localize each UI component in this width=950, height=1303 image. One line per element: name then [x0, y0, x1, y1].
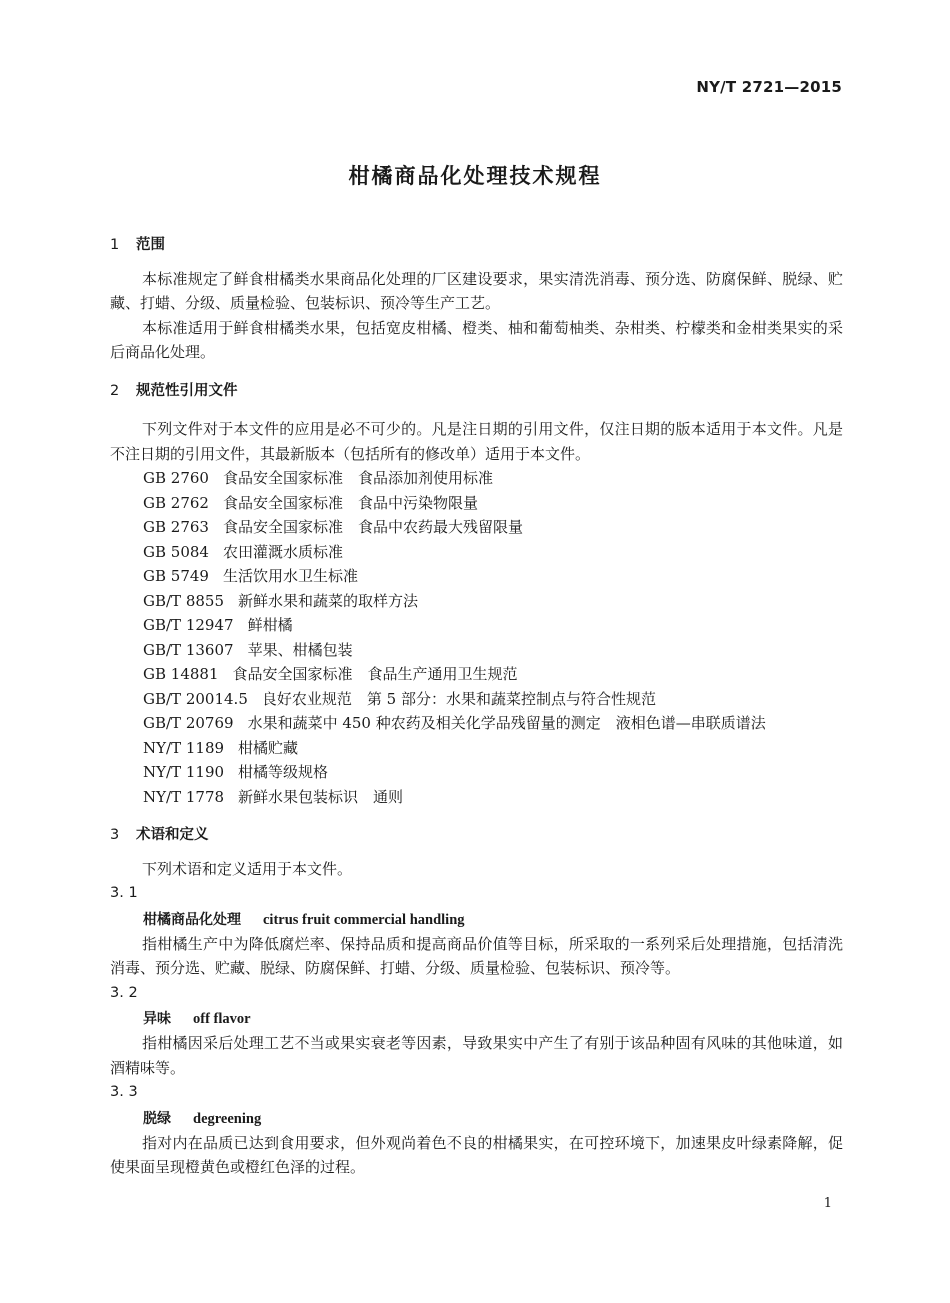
standard-code: NY/T 2721—2015: [696, 78, 842, 96]
reference-item: [110, 687, 843, 712]
term-number: 3. 1: [110, 885, 138, 901]
term-definition: 指柑橘因采后处理工艺不当或果实衰老等因素，导致果实中产生了有别于该品种固有风味的其他味道，如酒精味等。: [110, 1034, 843, 1077]
term-english: degreening: [193, 1110, 262, 1127]
reference-name: 食品安全国家标准 食品中农药最大残留限量: [222, 518, 523, 536]
reference-code: NY/T 1778: [143, 787, 225, 806]
reference-name: 柑橘等级规格: [238, 763, 329, 781]
reference-code: GB 5084: [143, 542, 209, 561]
reference-item: [110, 589, 843, 614]
page-number: 1: [823, 1196, 832, 1211]
reference-list: [110, 466, 843, 809]
reference-name: 良好农业规范 第 5 部分：水果和蔬菜控制点与符合性规范: [261, 689, 656, 708]
paragraph: 本标准适用于鲜食柑橘类水果，包括宽皮柑橘、橙类、柚和葡萄柚类、杂柑类、柠檬类和金柑类果实的采后商品化处理。: [110, 318, 843, 361]
reference-code: GB/T 20769: [143, 714, 234, 732]
section-heading-scope: [110, 233, 843, 258]
section-heading-normative-references: [110, 379, 843, 404]
term-heading: [110, 1005, 843, 1031]
reference-name: 农田灌溉水质标准: [222, 542, 343, 561]
reference-code: GB 2762: [143, 493, 209, 512]
term-heading: [110, 906, 843, 932]
reference-code: GB 2760: [143, 469, 209, 487]
reference-item: [110, 515, 843, 540]
reference-item: [110, 613, 843, 638]
reference-item: [110, 736, 843, 761]
reference-name: 食品安全国家标准 食品添加剂使用标准: [222, 469, 493, 487]
term-english: off flavor: [193, 1011, 251, 1027]
reference-name: 苹果、柑橘包装: [247, 640, 353, 659]
reference-item: [110, 491, 843, 516]
reference-name: 食品安全国家标准 食品生产通用卫生规范: [232, 665, 518, 683]
term-number: 3. 3: [110, 1084, 138, 1100]
term-chinese: 异味: [143, 1011, 171, 1027]
document-title: 柑橘商品化处理技术规程: [348, 164, 602, 188]
reference-code: GB/T 8855: [143, 591, 225, 610]
section-number: 3: [110, 827, 120, 843]
reference-name: 水果和蔬菜中 450 种农药及相关化学品残留量的测定 液相色谱—串联质谱法: [247, 714, 766, 732]
document-body: [110, 233, 843, 1180]
reference-code: GB 14881: [143, 665, 219, 683]
term-definition: 指柑橘生产中为降低腐烂率、保持品质和提高商品价值等目标，所采取的一系列采后处理措施，包括清洗消毒、预分选、贮藏、脱绿、防腐保鲜、打蜡、分级、质量检验、包装标识、预冷等。: [110, 934, 843, 977]
reference-item: [110, 638, 843, 663]
section-heading-terms-definitions: [110, 823, 843, 848]
paragraph: 下列文件对于本文件的应用是必不可少的。凡是注日期的引用文件，仅注日期的版本适用于本文件。凡是不注日期的引用文件，其最新版本（包括所有的修改单）适用于本文件。: [110, 420, 843, 463]
section-number: 2: [110, 382, 120, 399]
reference-name: 新鲜水果和蔬菜的取样方法: [238, 591, 419, 610]
section-title: 术语和定义: [136, 827, 209, 843]
term-definition: 指对内在品质已达到食用要求，但外观尚着色不良的柑橘果实，在可控环境下，加速果皮叶绿素降解，促使果面呈现橙黄色或橙红色泽的过程。: [110, 1133, 843, 1176]
reference-code: GB/T 12947: [143, 616, 234, 634]
section-title: 范围: [136, 237, 165, 253]
reference-item: [110, 540, 843, 565]
reference-item: [110, 564, 843, 589]
reference-name: 新鲜水果包装标识 通则: [238, 787, 404, 806]
paragraph: 本标准规定了鲜食柑橘类水果商品化处理的厂区建设要求，果实清洗消毒、预分选、防腐保鲜、脱绿、贮藏、打蜡、分级、质量检验、包装标识、预冷等生产工艺。: [110, 269, 843, 312]
term-heading: [110, 1105, 843, 1131]
paragraph: 下列术语和定义适用于本文件。: [142, 859, 353, 878]
reference-name: 鲜柑橘: [247, 616, 293, 634]
reference-item: [110, 785, 843, 810]
section-number: 1: [110, 237, 120, 253]
reference-name: 柑橘贮藏: [238, 738, 299, 757]
term-english: citrus fruit commercial handling: [263, 911, 465, 928]
term-number: 3. 2: [110, 984, 138, 1001]
section-title: 规范性引用文件: [136, 382, 238, 399]
reference-code: GB/T 13607: [143, 640, 234, 659]
reference-code: GB/T 20014.5: [143, 689, 248, 708]
reference-name: 生活饮用水卫生标准: [222, 567, 358, 585]
reference-code: GB 5749: [143, 567, 209, 585]
reference-item: [110, 466, 843, 491]
reference-code: NY/T 1190: [143, 763, 225, 781]
reference-item: [110, 760, 843, 785]
reference-item: [110, 711, 843, 736]
reference-item: [110, 662, 843, 687]
reference-code: GB 2763: [143, 518, 209, 536]
reference-code: NY/T 1189: [143, 738, 225, 757]
reference-name: 食品安全国家标准 食品中污染物限量: [222, 493, 478, 512]
term-chinese: 脱绿: [143, 1110, 171, 1127]
term-chinese: 柑橘商品化处理: [143, 911, 241, 928]
